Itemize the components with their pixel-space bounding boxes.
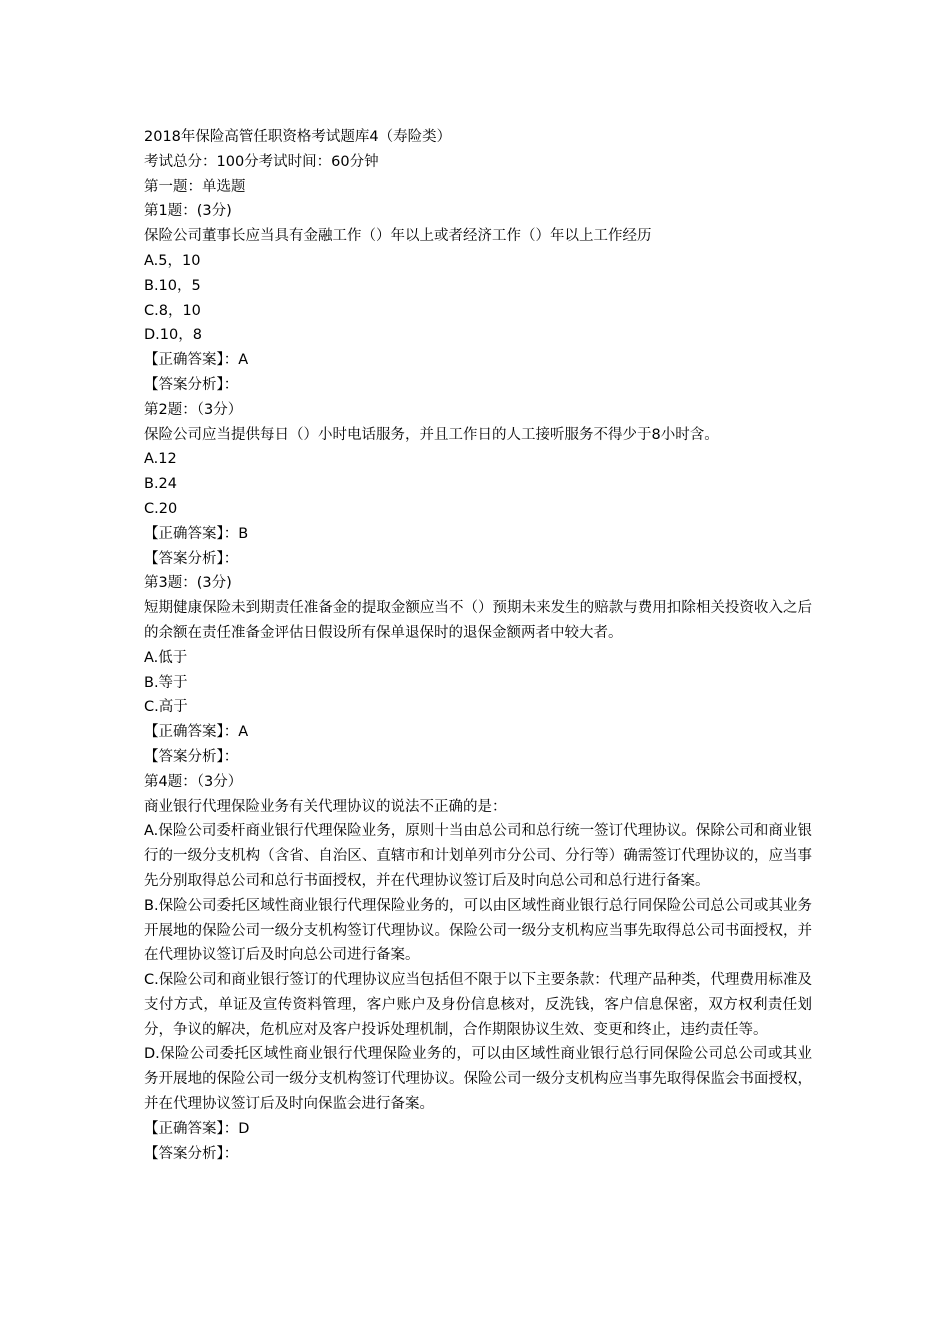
correct-answer: 【正确答案】：D [144,1120,250,1137]
answer-analysis: 【答案分析】： [144,376,239,393]
question-option: B.10，5 [144,277,201,294]
correct-answer: 【正确答案】：A [144,352,249,369]
question-header: 第2题：（3分） [144,401,243,418]
question-option: D.10，8 [144,327,202,344]
correct-answer: 【正确答案】：A [144,724,249,741]
question-option: C.高于 [144,699,188,716]
question-option: A.12 [144,451,177,468]
question-option: C.8，10 [144,302,201,319]
question-stem: 保险公司应当提供每日（）小时电话服务，并且工作日的人工接听服务不得少于8小时含。 [144,426,719,443]
answer-analysis: 【答案分析】： [144,748,239,765]
section-heading: 第一题：单选题 [144,178,246,195]
question-header: 第1题：(3分) [144,203,232,220]
question-header: 第4题：（3分） [144,773,243,790]
question-option: C.20 [144,500,178,517]
question-option: A.保险公司委杆商业银行代理保险业务，原则十当由总公司和总行统一签订代理协议。保除公司和商业银行的一级分支机构（含省、自治区、直辖市和计划单列市分公司、分行等）确需签订代理协议的，应当事先分别取得总公司和总行书面授权，并在代理协议签订后及时向总公司和总行进行备案。 [144,823,812,889]
question-option: D.保险公司委托区域性商业银行代理保险业务的，可以由区域性商业银行总行同保险公司总公司或其业务开展地的保险公司一级分支机构签订代理协议。保险公司一级分支机构应当事先取得保监会书面授权，并在代理协议签订后及时向保监会进行备案。 [144,1046,812,1113]
document-page [144,125,812,1166]
question-option: B.保险公司委托区域性商业银行代理保险业务的，可以由区域性商业银行总行同保险公司总公司或其业务开展地的保险公司一级分支机构签订代理协议。保险公司一级分支机构应当事先取得总公司书面授权，并在代理协议签订后及时向总公司进行备案。 [144,897,812,964]
question-header: 第3题：(3分) [144,575,232,592]
correct-answer: 【正确答案】：B [144,525,249,542]
document-title: 2018年保险高管任职资格考试题库4（寿险类） [144,129,452,145]
question-stem: 商业银行代理保险业务有关代理协议的说法不正确的是： [144,798,507,815]
answer-analysis: 【答案分析】： [144,550,239,567]
answer-analysis: 【答案分析】： [144,1145,239,1162]
question-stem: 短期健康保险未到期责任准备金的提取金额应当不（）预期未来发生的赔款与费用扣除相关投资收入之后的余额在责任准备金评估日假设所有保单退保时的退保金额两者中较大者。 [144,600,812,641]
question-option: A.低于 [144,649,188,666]
exam-info: 考试总分：100分考试时间：60分钟 [144,153,379,170]
question-option: B.24 [144,476,178,493]
question-option: B.等于 [144,674,188,691]
question-option: C.保险公司和商业银行签订的代理协议应当包括但不限于以下主要条款：代理产品种类，代理费用标准及支付方式，单证及宣传资料管理，客户账户及身份信息核对，反洗钱，客户信息保密，双方权利责任划分，争议的解决，危机应对及客户投诉处理机制，合作期限协议生效、变更和终止，违约责任等。 [144,972,812,1038]
question-stem: 保险公司董事长应当具有金融工作（）年以上或者经济工作（）年以上工作经历 [144,228,652,245]
question-option: A.5，10 [144,252,201,269]
